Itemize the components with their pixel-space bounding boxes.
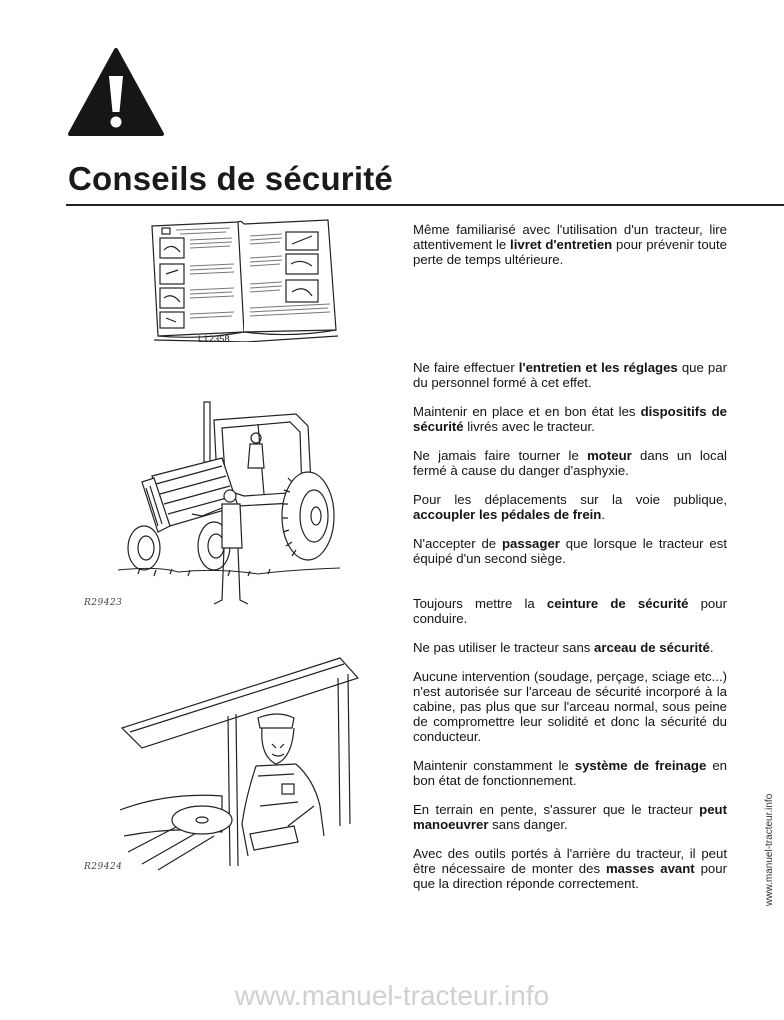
warning-triangle-icon bbox=[66, 46, 166, 138]
paragraph-moteur: Ne jamais faire tourner le moteur dans un local fermé à cause du danger d'asphyxie. bbox=[413, 448, 727, 478]
figure-code-cab: R29424 bbox=[84, 862, 123, 872]
paragraph-pente: En terrain en pente, s'assurer que le tracteur peut manoeuvrer sans danger. bbox=[413, 802, 727, 832]
paragraph-freinage: Maintenir constamment le système de freinage en bon état de fonctionnement. bbox=[413, 758, 727, 788]
paragraph-intervention: Aucune intervention (soudage, perçage, sciage etc...) n'est autorisée sur l'arceau de sécurité incorporé à la cabine, pas plus que sur l'arceau normal, sous peine de compromettre leur solidité et donc la sécurité du conducteur. bbox=[413, 669, 727, 744]
paragraph-passager: N'accepter de passager que lorsque le tracteur est équipé d'un second siège. bbox=[413, 536, 727, 566]
figure-code-manual: L12358 bbox=[198, 334, 230, 345]
paragraph-entretien: Ne faire effectuer l'entretien et les réglages que par du personnel formé à cet effet. bbox=[413, 360, 727, 390]
title-divider bbox=[66, 204, 784, 206]
paragraph-livret: Même familiarisé avec l'utilisation d'un tracteur, lire attentivement le livret d'entretien pour prévenir toute perte de temps ultérieure. bbox=[413, 222, 727, 267]
paragraph-pedales: Pour les déplacements sur la voie publique, accoupler les pédales de frein. bbox=[413, 492, 727, 522]
paragraph-masses: Avec des outils portés à l'arrière du tracteur, il peut être nécessaire de monter des masses avant pour que la direction réponde correctement. bbox=[413, 846, 727, 891]
emphasis-livret: livret d'entretien bbox=[510, 237, 613, 252]
paragraph-arceau: Ne pas utiliser le tracteur sans arceau de sécurité. bbox=[413, 640, 714, 655]
manual-illustration bbox=[146, 214, 342, 342]
page-title: Conseils de sécurité bbox=[68, 160, 393, 197]
side-url-text: www.manuel-tracteur.info bbox=[764, 793, 775, 906]
figure-code-tractor: R29423 bbox=[84, 598, 123, 608]
tractor-illustration bbox=[118, 398, 340, 608]
watermark-text: www.manuel-tracteur.info bbox=[234, 980, 550, 1011]
paragraph-ceinture: Toujours mettre la ceinture de sécurité pour conduire. bbox=[413, 596, 727, 626]
section-maintenance bbox=[413, 360, 727, 580]
section-driving bbox=[413, 596, 727, 905]
section-manual bbox=[413, 222, 727, 281]
paragraph-dispositifs: Maintenir en place et en bon état les dispositifs de sécurité livrés avec le tracteur. bbox=[413, 404, 727, 434]
cab-illustration bbox=[118, 656, 364, 878]
